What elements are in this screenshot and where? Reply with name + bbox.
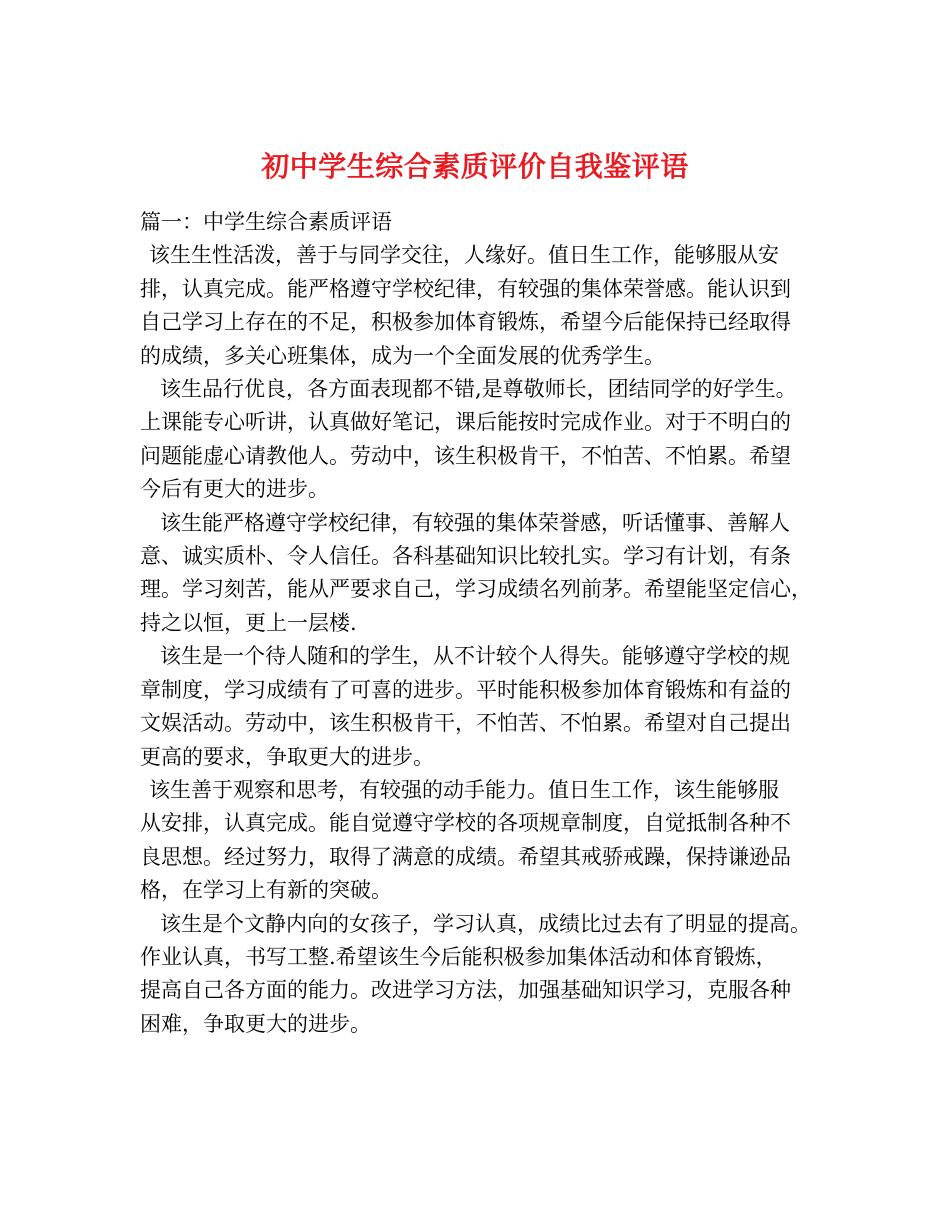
paragraph-line: 自己学习上存在的不足，积极参加体育锻炼，希望今后能保持已经取得 [140, 310, 791, 335]
paragraph-line: 问题能虚心请教他人。劳动中，该生积极肯干，不怕苦、不怕累。希望 [140, 443, 791, 468]
paragraph-line: 上课能专心听讲，认真做好笔记，课后能按时完成作业。对于不明白的 [140, 410, 791, 435]
paragraph-list [140, 239, 830, 1041]
paragraph-line: 今后有更大的进步。 [140, 477, 329, 502]
paragraph-line: 格，在学习上有新的突破。 [140, 878, 392, 903]
comment-paragraph [140, 373, 830, 507]
document-body [140, 206, 830, 1041]
paragraph-line: 文娱活动。劳动中，该生积极肯干，不怕苦、不怕累。希望对自己提出 [140, 711, 791, 736]
paragraph-line: 该生品行优良，各方面表现都不错,是尊敬师长，团结同学的好学生。 [160, 377, 797, 402]
paragraph-line: 持之以恒，更上一层楼. [140, 610, 357, 635]
paragraph-line: 良思想。经过努力，取得了满意的成绩。希望其戒骄戒躁，保持谦逊品 [140, 844, 791, 869]
comment-paragraph [140, 507, 830, 641]
document-title: 初中学生综合素质评价自我鉴评语 [261, 149, 689, 183]
paragraph-line: 排，认真完成。能严格遵守学校纪律，有较强的集体荣誉感。能认识到 [140, 276, 791, 301]
paragraph-line: 意、诚实质朴、令人信任。各科基础知识比较扎实。学习有计划，有条 [140, 544, 791, 569]
comment-paragraph [140, 908, 830, 1042]
comment-paragraph [140, 239, 830, 373]
paragraph-line: 章制度，学习成绩有了可喜的进步。平时能积极参加体育锻炼和有益的 [140, 677, 791, 702]
comment-paragraph [140, 640, 830, 774]
comment-paragraph [140, 774, 830, 908]
paragraph-line: 从安排，认真完成。能自觉遵守学校的各项规章制度，自觉抵制各种不 [140, 811, 791, 836]
paragraph-line: 提高自己各方面的能力。改进学习方法，加强基础知识学习，克服各种 [140, 978, 791, 1003]
paragraph-line: 该生生性活泼，善于与同学交往，人缘好。值日生工作，能够服从安 [149, 243, 779, 268]
paragraph-line: 该生是个文静内向的女孩子，学习认真，成绩比过去有了明显的提高。 [160, 911, 811, 936]
paragraph-line: 该生是一个待人随和的学生，从不计较个人得失。能够遵守学校的规 [160, 644, 790, 669]
paragraph-line: 的成绩，多关心班集体，成为一个全面发展的优秀学生。 [140, 343, 665, 368]
section-heading: 篇一：中学生综合素质评语 [140, 210, 392, 234]
paragraph-line: 该生能严格遵守学校纪律，有较强的集体荣誉感，听话懂事、善解人 [160, 510, 790, 535]
paragraph-line: 困难，争取更大的进步。 [140, 1011, 371, 1036]
paragraph-line: 更高的要求，争取更大的进步。 [140, 744, 434, 769]
paragraph-line: 作业认真，书写工整.希望该生今后能积极参加集体活动和体育锻炼， [140, 944, 777, 969]
paragraph-line: 该生善于观察和思考，有较强的动手能力。值日生工作，该生能够服 [149, 777, 779, 802]
paragraph-line: 理。学习刻苦，能从严要求自己，学习成绩名列前茅。希望能坚定信心， [140, 577, 812, 602]
